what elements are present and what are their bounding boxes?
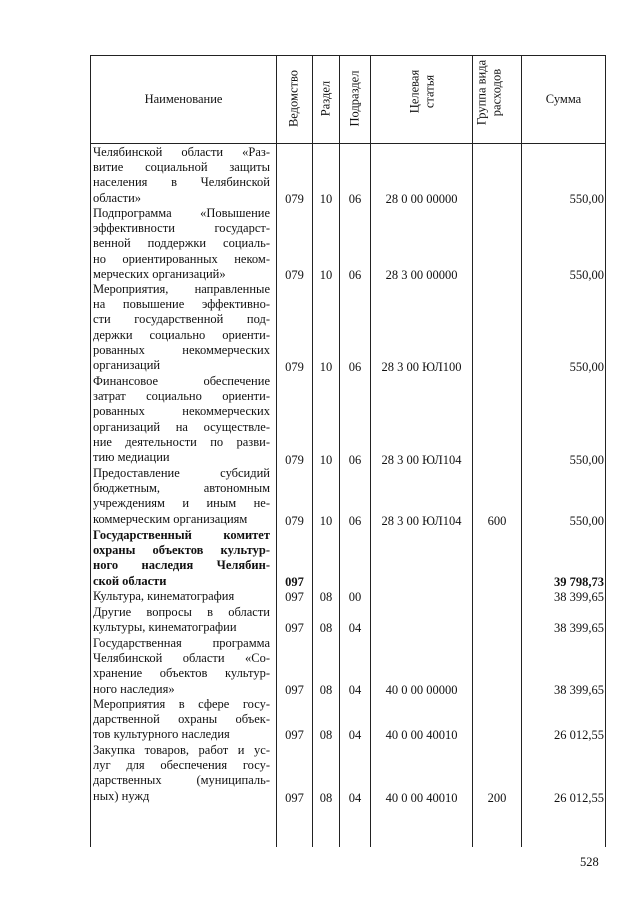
row-name: [93, 605, 270, 635]
row-name-line: Мероприятия в сфере госу-: [93, 697, 270, 711]
row-name-line: тию медиации: [93, 449, 170, 464]
cell-gruppa: 200: [487, 791, 507, 805]
row-name: [93, 697, 270, 743]
cell-celevaya: 28 3 00 00000: [385, 268, 458, 282]
row-name-line: ние деятельности по разви-: [93, 434, 270, 449]
cell-summa: 26 012,55: [554, 791, 604, 805]
row-name-line: области»: [93, 190, 142, 205]
header-gruppa-line2: расходов: [489, 68, 504, 117]
row-name-line: дарственных (муниципаль-: [93, 773, 270, 788]
row-name-line: Челябинской области «Со-: [93, 651, 270, 666]
row-name: [93, 282, 270, 373]
cell-summa: 38 399,65: [554, 590, 604, 604]
row-name-line: Закупка товаров, работ и ус-: [93, 743, 270, 757]
col-border-celevaya: [472, 55, 473, 847]
row-name-line: Государственная программа: [93, 636, 270, 650]
cell-vedomstvo: 079: [285, 453, 304, 467]
row-name-line: Подпрограмма «Повышение: [93, 206, 270, 220]
cell-razdel: 08: [319, 791, 333, 805]
cell-vedomstvo: 097: [285, 575, 304, 589]
row-name: [93, 636, 270, 697]
row-name-line: Финансовое обеспечение: [93, 374, 270, 388]
row-name-line: культуры, кинематографии: [93, 620, 237, 635]
row-name-line: Государственный комитет: [93, 528, 270, 542]
row-name-line: населения в Челябинской: [93, 175, 270, 190]
cell-summa: 38 399,65: [554, 621, 604, 635]
cell-razdel: 08: [319, 683, 333, 697]
header-celevaya-line2: статья: [422, 74, 437, 109]
row-name-line: дарственной охраны объек-: [93, 712, 270, 727]
row-name-line: рованных некоммерческих: [93, 404, 270, 419]
cell-vedomstvo: 097: [285, 621, 304, 635]
cell-vedomstvo: 097: [285, 683, 304, 697]
cell-razdel: 10: [319, 192, 333, 206]
row-name: [93, 528, 270, 589]
row-name-line: сти государственной под-: [93, 312, 270, 327]
cell-podrazdel: 06: [348, 192, 362, 206]
cell-summa: 26 012,55: [554, 728, 604, 742]
row-name: [93, 145, 270, 206]
header-podrazdel: Подраздел: [347, 70, 362, 127]
row-name-line: Другие вопросы в области: [93, 605, 270, 619]
cell-podrazdel: 06: [348, 360, 362, 374]
cell-razdel: 08: [319, 590, 333, 604]
row-name: [93, 206, 270, 282]
cell-celevaya: 28 3 00 ЮЛ104: [381, 453, 462, 467]
cell-podrazdel: 04: [348, 728, 362, 742]
cell-celevaya: 40 0 00 40010: [385, 791, 458, 805]
row-name-line: луг для обеспечения госу-: [93, 758, 270, 773]
cell-celevaya: 28 3 00 ЮЛ104: [381, 514, 462, 528]
cell-vedomstvo: 097: [285, 791, 304, 805]
row-name-line: организаций на осуществле-: [93, 419, 270, 434]
cell-razdel: 08: [319, 621, 333, 635]
cell-summa: 39 798,73: [554, 575, 604, 589]
header-summa: Сумма: [545, 92, 582, 106]
cell-vedomstvo: 079: [285, 514, 304, 528]
cell-podrazdel: 06: [348, 268, 362, 282]
row-name-line: эффективности государст-: [93, 221, 270, 236]
cell-podrazdel: 04: [348, 621, 362, 635]
header-gruppa-line1: Группа вида: [474, 59, 489, 126]
row-name-line: ного наследия»: [93, 681, 175, 696]
row-name-line: тов культурного наследия: [93, 727, 230, 742]
cell-razdel: 10: [319, 514, 333, 528]
cell-podrazdel: 06: [348, 453, 362, 467]
row-name: [93, 374, 270, 465]
cell-razdel: 10: [319, 360, 333, 374]
cell-summa: 550,00: [569, 192, 604, 206]
row-name-line: витие социальной защиты: [93, 160, 270, 175]
row-name-line: Предоставление субсидий: [93, 466, 270, 480]
row-name-line: держки социально ориенти-: [93, 327, 270, 342]
row-name-line: бюджетным, автономным: [93, 481, 270, 496]
row-name-line: ных) нужд: [93, 788, 150, 803]
row-name-line: венной поддержки социаль-: [93, 236, 270, 251]
header-vedomstvo: Ведомство: [286, 69, 301, 128]
cell-podrazdel: 00: [348, 590, 362, 604]
col-border-left: [90, 55, 91, 847]
cell-razdel: 08: [319, 728, 333, 742]
cell-summa: 550,00: [569, 453, 604, 467]
row-name: [93, 589, 270, 604]
cell-celevaya: 28 3 00 ЮЛ100: [381, 360, 462, 374]
row-name-line: хранение объектов культур-: [93, 666, 270, 681]
cell-podrazdel: 04: [348, 683, 362, 697]
col-border-right: [605, 55, 606, 847]
header-name: Наименование: [144, 92, 223, 106]
cell-podrazdel: 04: [348, 791, 362, 805]
cell-razdel: 10: [319, 453, 333, 467]
row-name-line: но ориентированных неком-: [93, 251, 270, 266]
row-name-line: ного наследия Челябин-: [93, 558, 270, 573]
row-name-line: Культура, кинематография: [93, 589, 235, 603]
page-number: 528: [580, 855, 599, 869]
row-name-line: Челябинской области «Раз-: [93, 145, 270, 159]
row-name: [93, 743, 270, 804]
cell-summa: 550,00: [569, 360, 604, 374]
header-celevaya-line1: Целевая: [407, 69, 422, 114]
cell-gruppa: 600: [487, 514, 507, 528]
row-name-line: Мероприятия, направленные: [93, 282, 270, 296]
cell-celevaya: 40 0 00 00000: [385, 683, 458, 697]
cell-vedomstvo: 097: [285, 728, 304, 742]
row-name-line: затрат социально ориенти-: [93, 389, 270, 404]
row-name-line: мерческих организаций»: [93, 266, 226, 281]
row-name-line: учреждениям и иным не-: [93, 496, 270, 511]
cell-razdel: 10: [319, 268, 333, 282]
row-name: [93, 466, 270, 527]
row-name-line: организаций: [93, 357, 161, 372]
header-razdel: Раздел: [318, 80, 333, 117]
row-name-line: ской области: [93, 573, 167, 588]
cell-vedomstvo: 079: [285, 360, 304, 374]
cell-vedomstvo: 079: [285, 192, 304, 206]
row-name-line: коммерческим организациям: [93, 511, 248, 526]
cell-celevaya: 40 0 00 40010: [385, 728, 458, 742]
cell-vedomstvo: 079: [285, 268, 304, 282]
cell-celevaya: 28 0 00 00000: [385, 192, 458, 206]
cell-summa: 38 399,65: [554, 683, 604, 697]
cell-vedomstvo: 097: [285, 590, 304, 604]
row-name-line: на повышение эффективно-: [93, 297, 270, 312]
cell-summa: 550,00: [569, 514, 604, 528]
row-name-line: охраны объектов культур-: [93, 543, 270, 558]
cell-summa: 550,00: [569, 268, 604, 282]
cell-podrazdel: 06: [348, 514, 362, 528]
row-name-line: рованных некоммерческих: [93, 342, 270, 357]
